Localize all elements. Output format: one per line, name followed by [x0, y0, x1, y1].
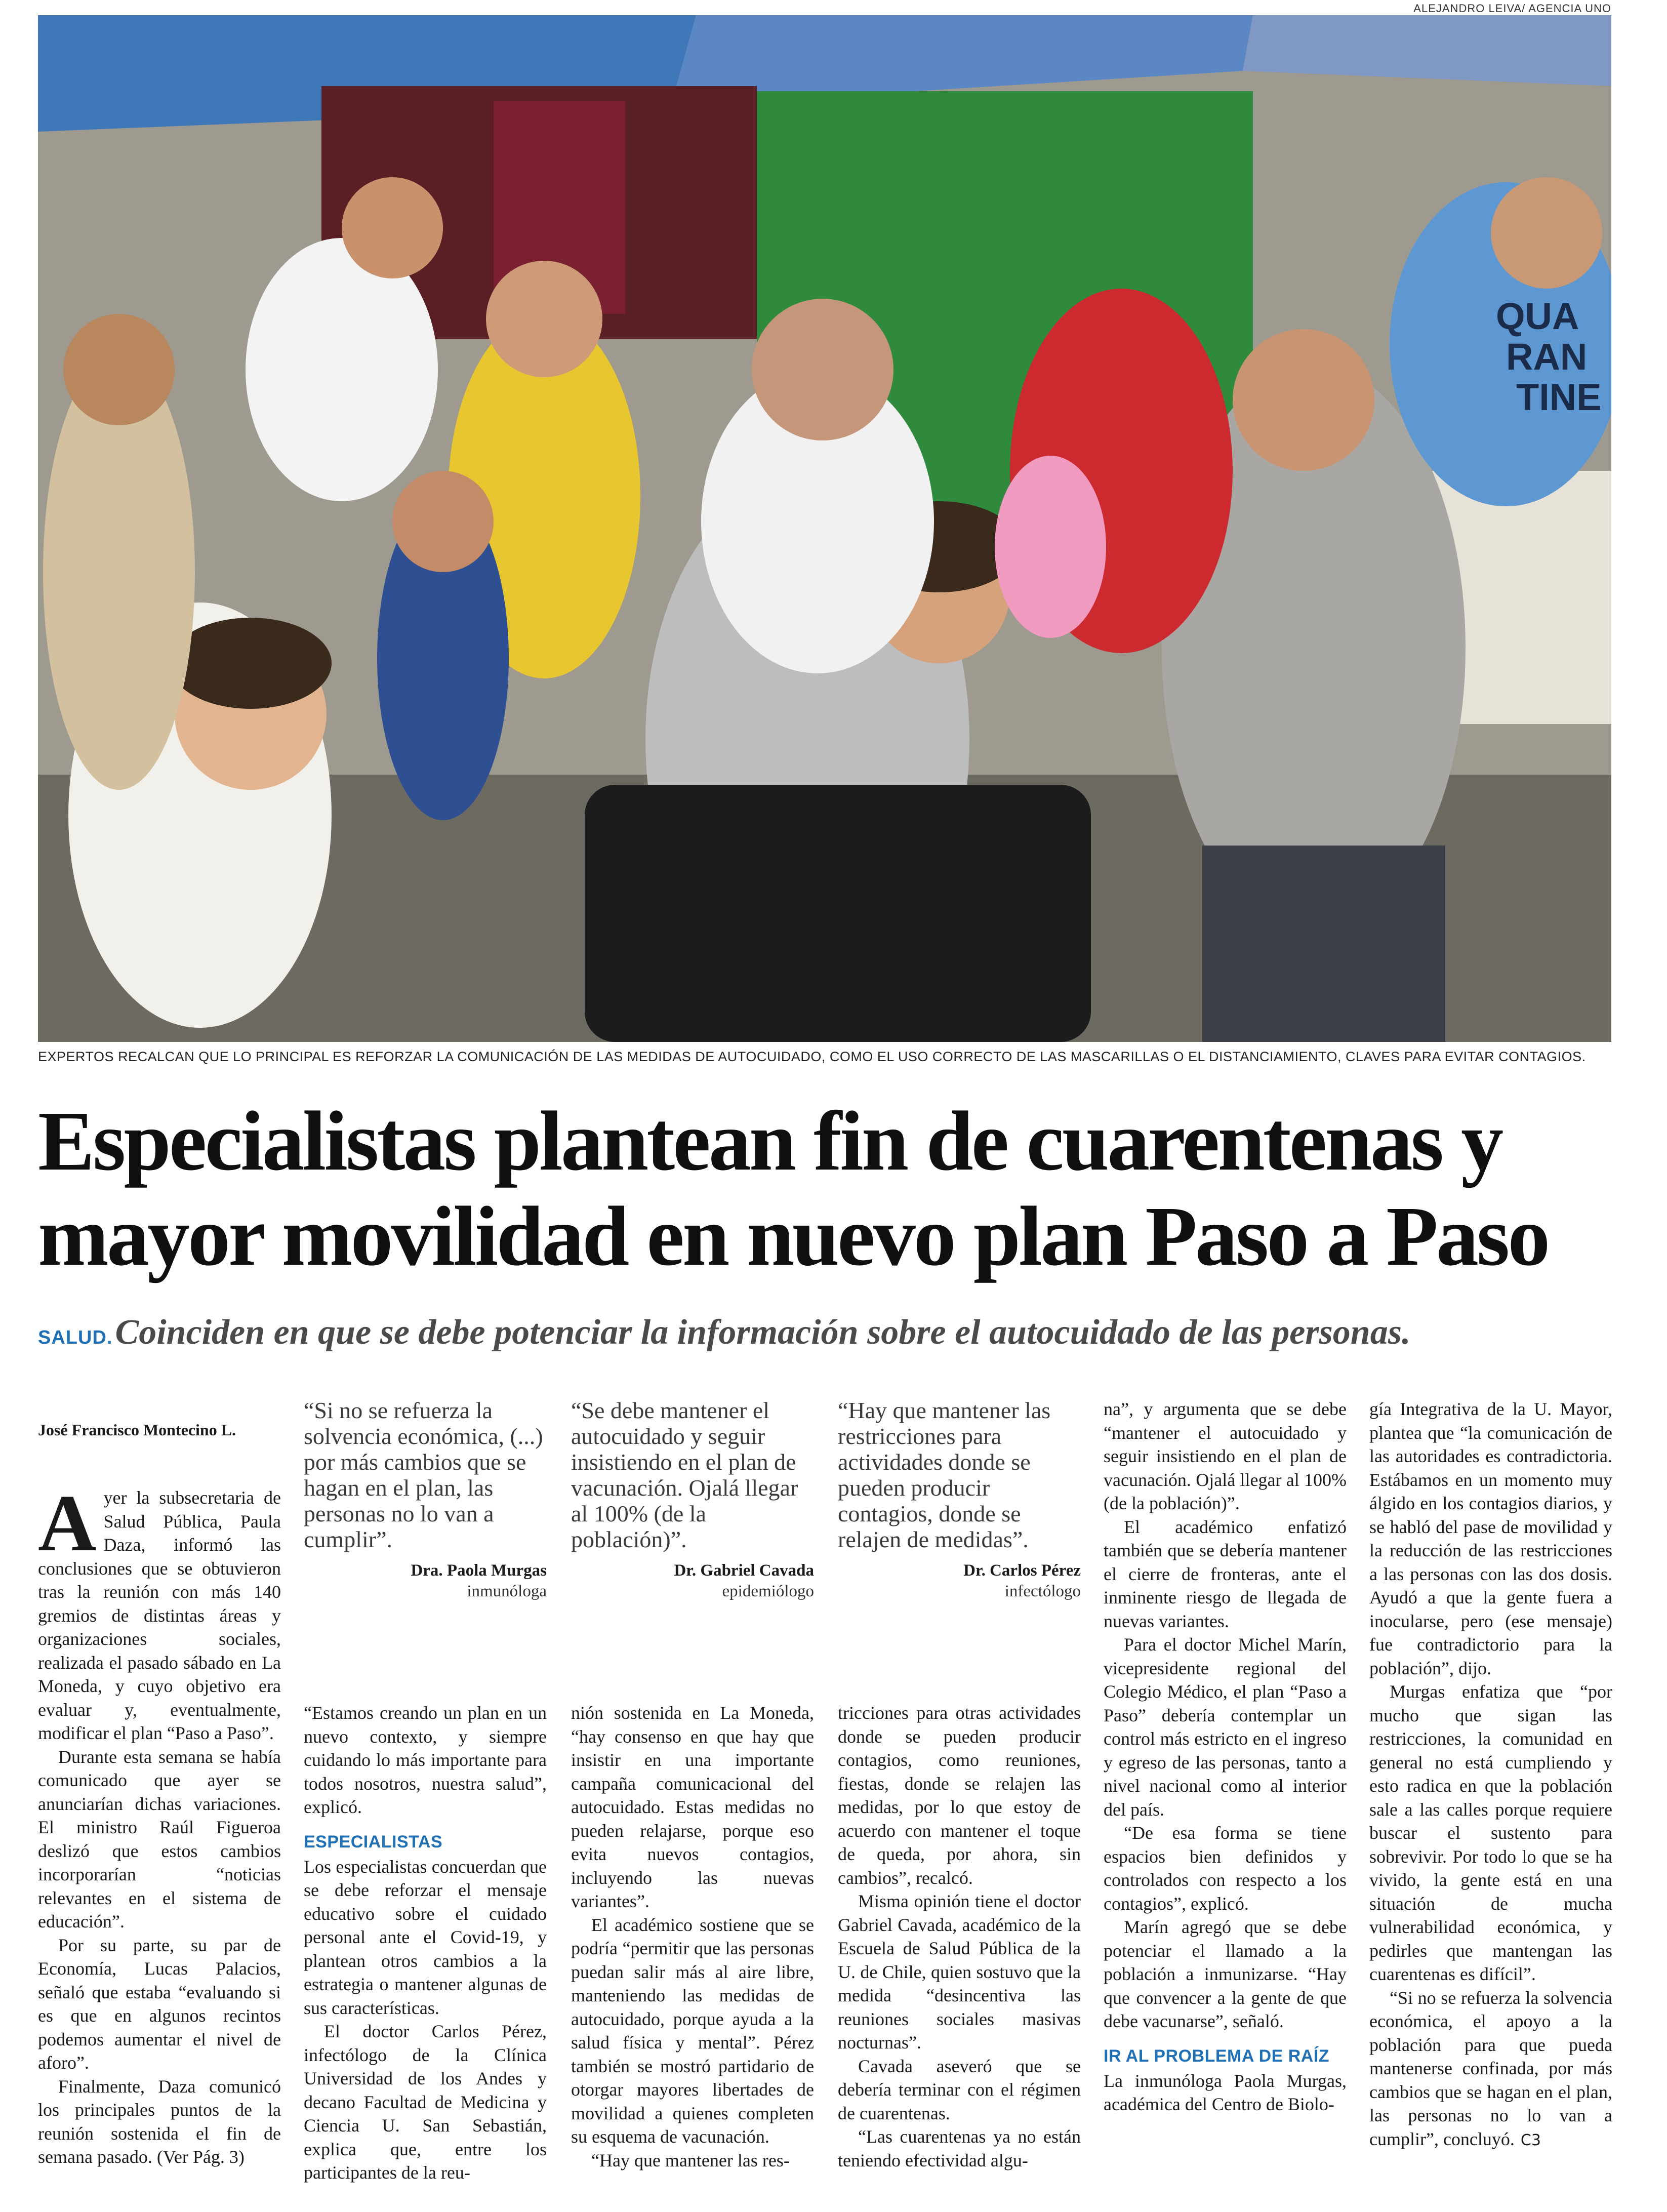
pull-quote-text: “Hay que mantener las restricciones para actividades donde se pueden producir contagios, donde se relajen de medidas”.	[838, 1397, 1051, 1552]
pull-quote-role: inmunóloga	[467, 1582, 547, 1600]
paragraph: El académico enfatizó también que se debería mantener el cierre de fronteras, ante el inminente riesgo de llegada de nuevas variantes.	[1104, 1516, 1347, 1631]
paragraph: Finalmente, Daza comunicó los principales puntos de la reunión sostenida el fin de semana pasado. (Ver Pág. 3)	[38, 2076, 281, 2167]
pull-quote-role: infectólogo	[1004, 1582, 1081, 1600]
pull-quote-name: Dr. Gabriel Cavada	[674, 1561, 814, 1580]
paragraph: El académico sostiene que se podría “permitir que las personas puedan salir más al aire libre, manteniendo las medidas de autocuidado, porque ayuda a la salud física y mental”. Pérez también se mostró partidario de otorgar mayores libertades de movilidad a quienes completen su esquema de vacunación.	[571, 1914, 814, 2147]
paragraph: Ayer la subsecretaria de Salud Pública, Paula Daza, informó las conclusiones que se obtuvieron tras la reunión con más 140 gremios de distintas áreas y organizaciones sociales, realizada el pasado sábado en La Moneda, y cuyo objetivo era evaluar y, eventualmente, modificar el plan “Paso a Paso”.	[38, 1478, 281, 1743]
pull-quote-text: “Se debe mantener el autocuidado y seguir insistiendo en el plan de vacunación. Ojalá llegar al 100% (de la población)”.	[571, 1397, 798, 1552]
tshirt-text-3: TINE	[1516, 376, 1602, 418]
paragraph: “Las cuarentenas ya no están teniendo efectividad algu-	[838, 2126, 1081, 2170]
paragraph: Durante esta semana se había comunicado que ayer se anunciarían dichas variaciones. El ministro Raúl Figueroa deslizó que estos cambios incorporarían “noticias relevantes en el sistema de educación”.	[38, 1746, 281, 1932]
pull-quote-name: Dr. Carlos Pérez	[963, 1561, 1081, 1580]
pull-quote-perez	[838, 1397, 1081, 1630]
column-5	[1104, 1397, 1347, 2116]
pull-quote-text: “Si no se refuerza la solvencia económica, (...) por más cambios que se hagan en el plan, las personas no lo van a cumplir”.	[304, 1397, 543, 1552]
market-photo	[38, 15, 1611, 1042]
paragraph: Misma opinión tiene el doctor Gabriel Cavada, académico de la Escuela de Salud Pública de la U. de Chile, quien sostuvo que la medida “desincentiva las reuniones sociales masivas nocturnas”.	[838, 1891, 1081, 2053]
paragraph: Cavada aseveró que se debería terminar con el régimen de cuarentenas.	[838, 2056, 1081, 2123]
paragraph: “Si no se refuerza la solvencia económica, el apoyo a la población para que pueda mantenerse confinada, por más cambios que se hagan en el plan, las personas no lo van a cumplir”, concluyó. C3	[1369, 1987, 1612, 2149]
paragraph: Por su parte, su par de Economía, Lucas Palacios, señaló que estaba “evaluando si es que en algunos recintos podemos aumentar el nivel de aforo”.	[38, 1935, 281, 2073]
paragraph: Para el doctor Michel Marín, vicepresidente regional del Colegio Médico, el plan “Paso a Paso” debería contemplar un control más estricto en el ingreso y egreso de las personas, tanto a nivel nacional como al interior del país.	[1104, 1634, 1347, 1820]
pull-quote-name: Dra. Paola Murgas	[411, 1561, 547, 1580]
photo-credit: ALEJANDRO LEIVA/ AGENCIA UNO	[1413, 2, 1611, 15]
column-6	[1369, 1397, 1612, 2152]
paragraph: “De esa forma se tiene espacios bien definidos y controlados con respecto a los contagios”, explicó.	[1104, 1823, 1347, 1914]
paragraph: na”, y argumenta que se debe “mantener el autocuidado y seguir insistiendo en el plan de vacunación. Ojalá llegar al 100% (de la población)”.	[1104, 1399, 1347, 1513]
paragraph: El doctor Carlos Pérez, infectólogo de la Clínica Universidad de los Andes y decano Facultad de Medicina y Ciencia U. San Sebastián, explica que, entre los participantes de la reu-	[304, 2021, 547, 2183]
subtitle-problema-raiz: IR AL PROBLEMA DE RAÍZ	[1104, 2046, 1330, 2066]
subhead	[38, 1312, 1628, 1353]
paragraph: Marín agregó que se debe potenciar el llamado a la población a inmunizarse. “Hay que convencer a la gente de que debe vacunarse”, señaló.	[1104, 1917, 1347, 2031]
paragraph: “Estamos creando un plan en un nuevo contexto, y siempre cuidando lo más importante para todos nosotros, nuestra salud”, explicó.	[304, 1703, 547, 1817]
crowd-scene-illustration	[38, 15, 1611, 1042]
headline-line-1: Especialistas plantean fin de cuarentenas y	[38, 1094, 1502, 1188]
tshirt-text-2: RAN	[1506, 336, 1588, 378]
column-1	[38, 1397, 281, 2169]
paragraph: La inmunóloga Paola Murgas, académica del Centro de Biolo-	[1104, 2070, 1347, 2114]
paragraph: nión sostenida en La Moneda, “hay consenso en que hay que insistir en una importante campaña comunicacional del autocuidado. Estas medidas no pueden relajarse, porque eso evita nuevos contagios, incluyendo las nuevas variantes”.	[571, 1703, 814, 1911]
paragraph: gía Integrativa de la U. Mayor, plantea que “la comunicación de las autoridades es contradictoria. Estábamos en un momento muy álgido en los contagios diarios, y se habló del pase de movilidad y la reducción de las restricciones a las personas con las dos dosis. Ayudó a que la gente fuera a inocularse, pero (ese mensaje) fue contradictorio para la población”, dijo.	[1369, 1399, 1612, 1678]
tshirt-text-1: QUA	[1496, 295, 1579, 337]
photo-caption: EXPERTOS RECALCAN QUE LO PRINCIPAL ES REFORZAR LA COMUNICACIÓN DE LAS MEDIDAS DE AUTOCUIDADO, COMO EL USO CORRECTO DE LAS MASCARILLAS O EL DISTANCIAMIENTO, CLAVES PARA EVITAR CONTAGIOS.	[38, 1049, 1586, 1064]
pull-quote-cavada	[571, 1397, 814, 1630]
pull-quote-role: epidemiólogo	[722, 1582, 814, 1600]
subtitle-especialistas: ESPECIALISTAS	[304, 1832, 443, 1852]
headline	[38, 1094, 1617, 1284]
paragraph: “Hay que mantener las res-	[591, 2150, 790, 2170]
column-3	[571, 1397, 814, 2172]
end-mark-icon: C3	[1520, 2131, 1541, 2149]
section-label: SALUD.	[38, 1327, 113, 1348]
pull-quote-murgas	[304, 1397, 547, 1630]
paragraph: Los especialistas concuerdan que se debe reforzar el mensaje educativo sobre el cuidado personal ante el Covid-19, y plantean otros cambios a la estrategia o mantener algunas de sus características.	[304, 1856, 547, 2018]
headline-line-2: mayor movilidad en nuevo plan Paso a Paso	[38, 1189, 1549, 1283]
column-2	[304, 1397, 547, 2185]
byline: José Francisco Montecino L.	[38, 1421, 236, 1439]
paragraph: tricciones para otras actividades donde se pueden producir contagios, como reuniones, fiestas, donde se relajen las medidas, por lo que estoy de acuerdo con mantener el toque de queda, por ahora, sin cambios”, recalcó.	[838, 1703, 1081, 1888]
paragraph: Murgas enfatiza que “por mucho que sigan las restricciones, la comunidad en general no está cumpliendo y esto radica en que la población sale a las calles porque requiere buscar el sustento para sobrevivir. Por todo lo que se ha vivido, la gente está en una situación de mucha vulnerabilidad económica, y pedirles que mantengan las cuarentenas es difícil”.	[1369, 1681, 1612, 1984]
column-4	[838, 1397, 1081, 2172]
drop-cap: A	[38, 1478, 97, 1568]
dek: Coinciden en que se debe potenciar la información sobre el autocuidado de las personas.	[115, 1313, 1411, 1352]
